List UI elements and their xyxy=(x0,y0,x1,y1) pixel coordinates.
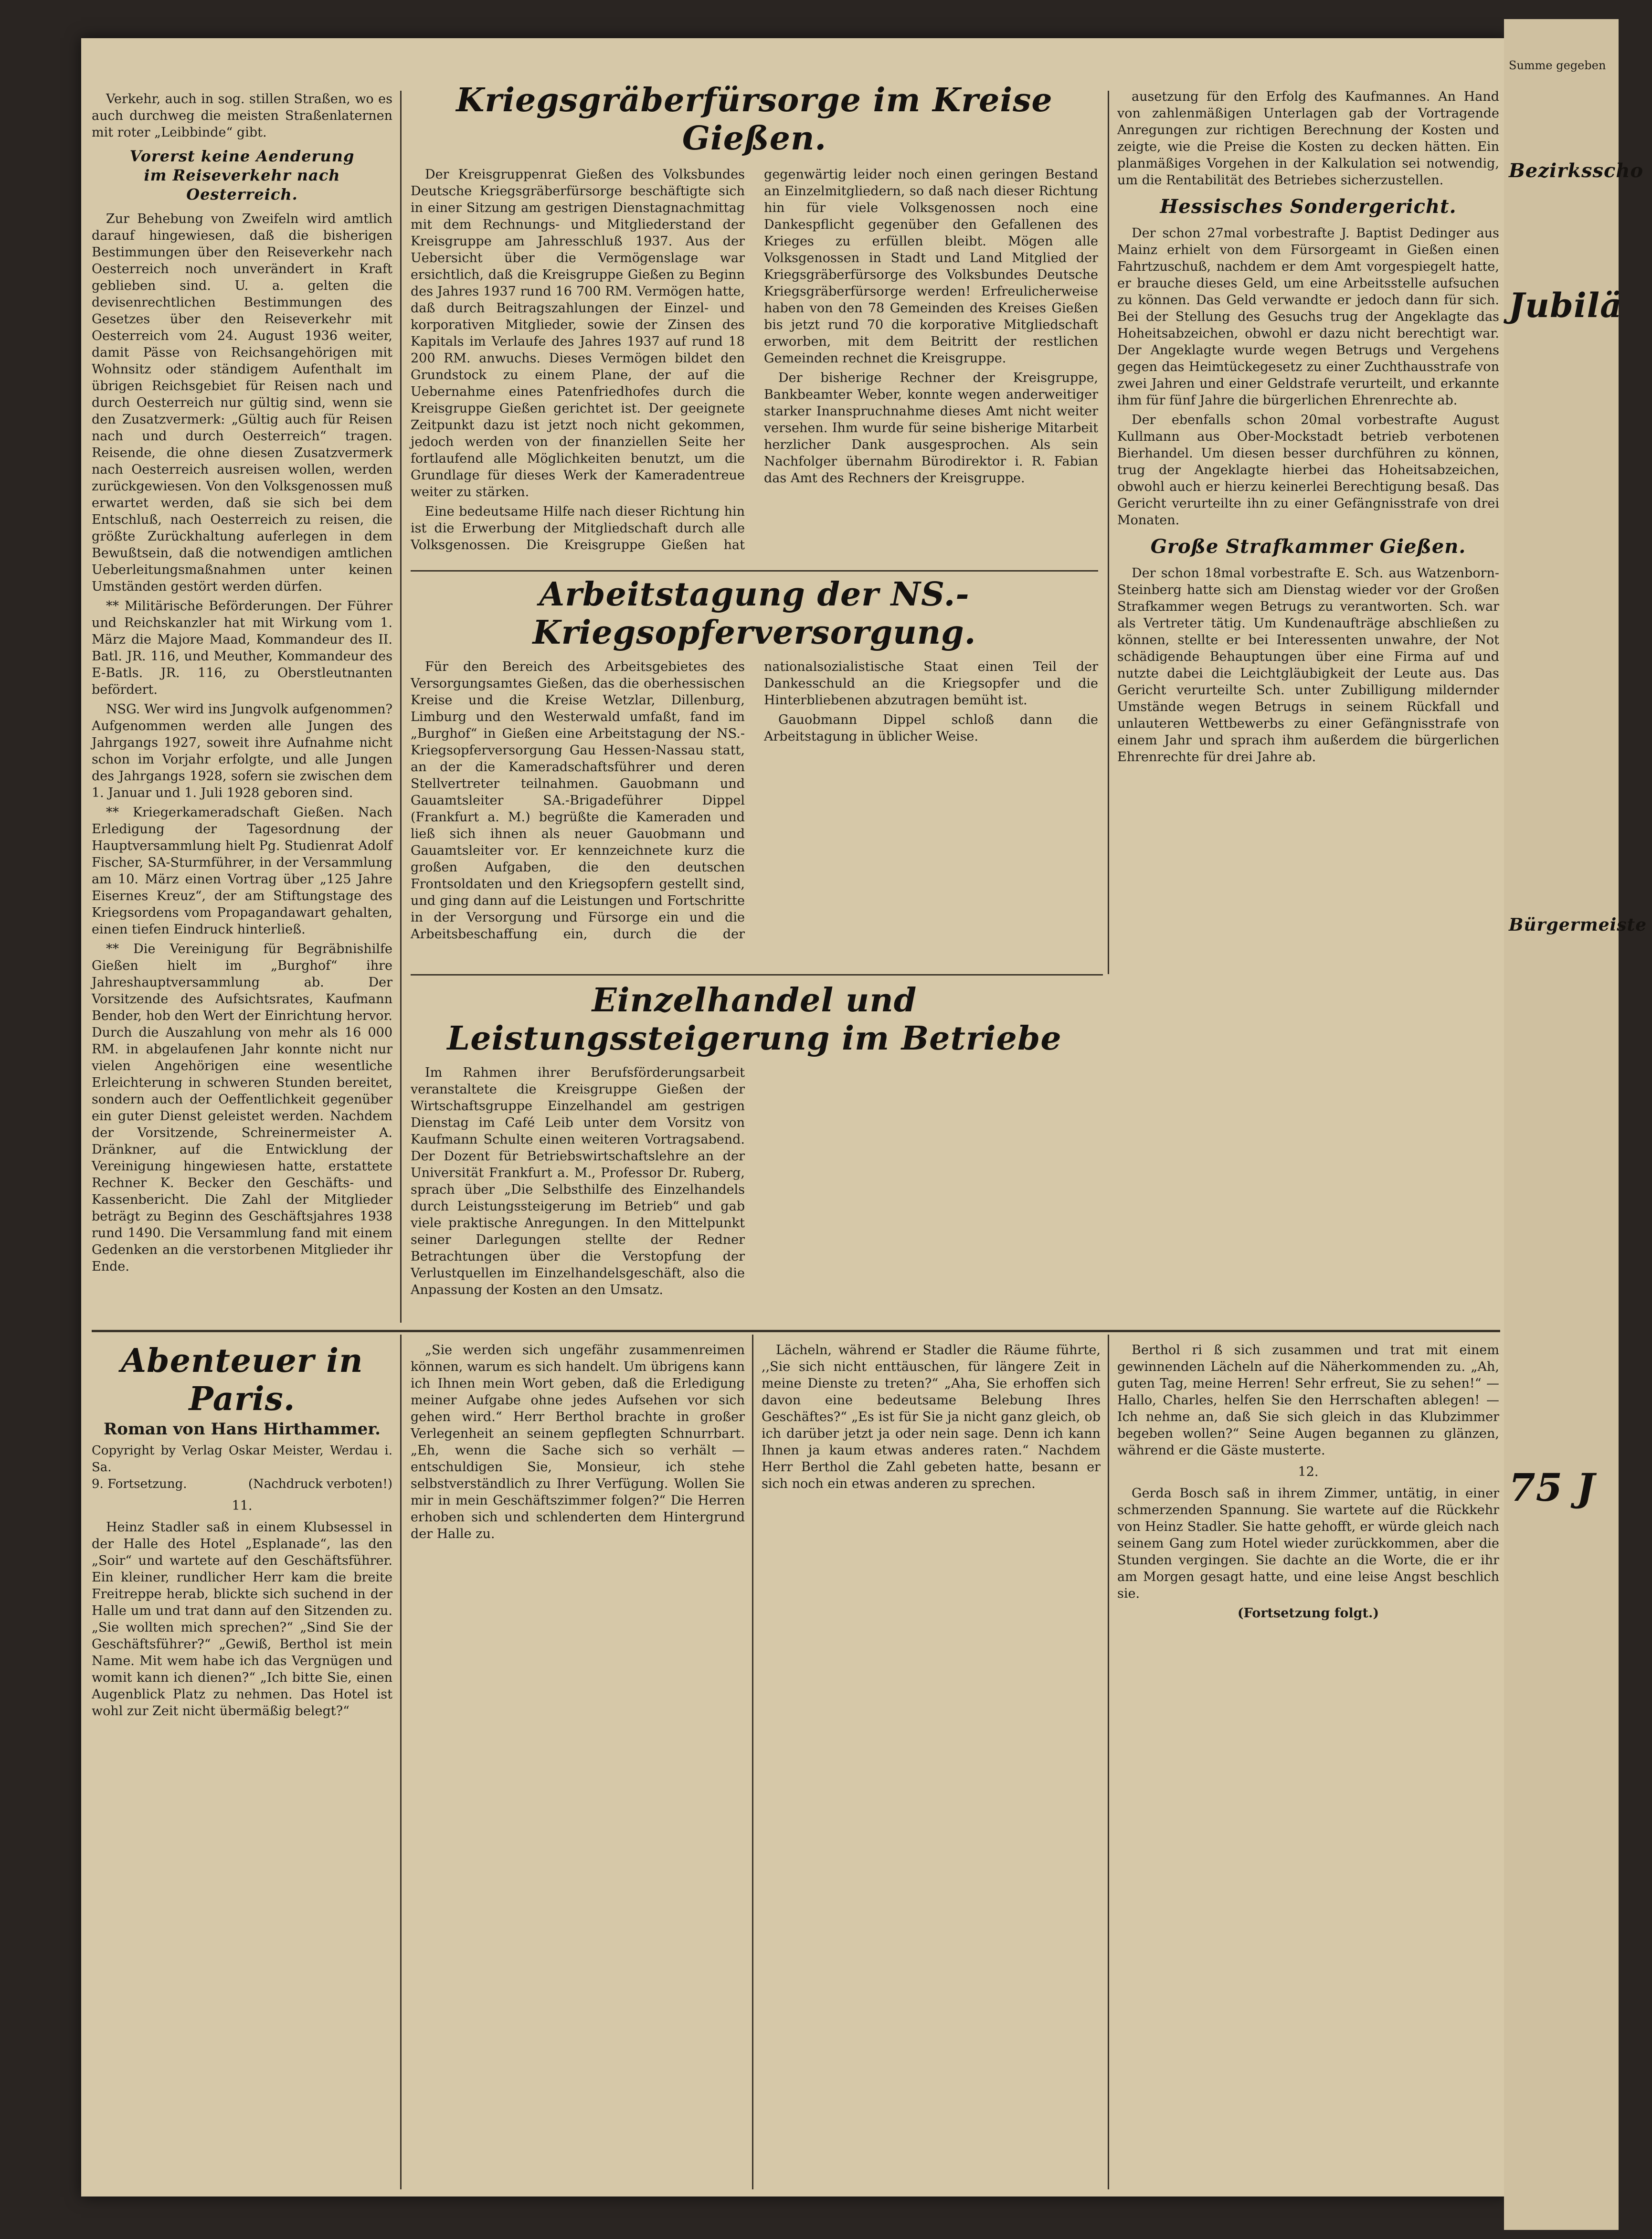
novel-continued-note: (Fortsetzung folgt.) xyxy=(1237,1606,1379,1621)
headline-einzelhandel: Einzelhandel und Leistungssteigerung im Betriebe xyxy=(447,981,1062,1058)
adjacent-page-strip xyxy=(1504,19,1647,2230)
novel-chapter: 11. xyxy=(232,1498,253,1513)
strip-heading: 75 J xyxy=(1509,1465,1596,1510)
col1-intro: Verkehr, auch in sog. stillen Straßen, wo es auch durchweg die meisten Straßenlaternen mit roter „Leibbinde“ gibt. xyxy=(92,92,392,140)
column-rule xyxy=(400,1335,402,2189)
col1-paragraph: Zur Behebung von Zweifeln wird amtlich darauf hingewiesen, daß die bisherigen Bestimmungen über den Reiseverkehr nach Oesterreich noch unverändert in Kraft geblieben sind. U. a. gelten die devisenrechtlichen Bestimmungen des Gesetzes über den Reiseverkehr mit Oesterreich vom 24. August 1936 weiter, damit Pässe von Reichsangehörigen mit Wohnsitz oder ständigem Aufenthalt im übrigen Reichsgebiet für Reisen nach und durch Oesterreich nur gültig sind, wenn sie den Zusatzvermerk: „Gültig auch für Reisen nach und durch Oesterreich“ tragen. Reisende, die ohne diesen Zusatzvermerk nach Oesterreich ausreisen wollen, werden zurückgewiesen. Von den Volksgenossen muß erwartet werden, daß sie sich bei dem Entschluß, nach Oesterreich zu reisen, die größte Zurückhaltung auferlegen in dem Bewußtsein, daß die notwendigen amtlichen Ueberleitungsmaßnahmen unter keinen Umständen gestört werden dürfen. xyxy=(92,212,392,594)
col1-paragraph: ** Kriegerkameradschaft Gießen. Nach Erledigung der Tagesordnung der Hauptversammlung hielt Pg. Studienrat Adolf Fischer, SA-Sturmführer, in der Versammlung am 10. März einen Vortrag über „125 Jahre Eisernes Kreuz“, der am Stiftungstage des Kriegsordens vom Propagandawart gehalten, einen tiefen Eindruck hinterließ. xyxy=(92,805,392,937)
col3-paragraph: Der schon 18mal vorbestrafte E. Sch. aus Watzenborn-Steinberg hatte sich am Dienstag wieder vor der Großen Strafkammer wegen Betrugs zu verantworten. Sch. war als Vertreter tätig. Um Kundenaufträge abschließen zu können, stellte er bei Interessenten unwahre, der Not schädigende Behauptungen über eine Firma auf und nutzte dabei die Leichtgläubigkeit der Leute aus. Das Gericht verurteilte Sch. unter Zubilligung mildernder Umstände wegen Betrugs in seinem Rückfall und unlauteren Wettbewerbs zu einer Gefängnisstrafe von einem Jahr und sprach ihm außerdem die bürgerlichen Ehrenrechte für drei Jahre ab. xyxy=(1117,566,1499,764)
novel-copyright: Copyright by Verlag Oskar Meister, Werdau i. Sa. xyxy=(92,1443,392,1475)
novel-paragraph: Berthol ri ß sich zusammen und trat mit einem gewinnenden Lächeln auf die Näherkommenden zu. „Ah, guten Tag, meine Herren! Sehr erfreut, Sie zu sehen!“ — Hallo, Charles, helfen Sie den Herrschaften ablegen! — Ich nehme an, daß Sie sich gleich in das Klubzimmer begeben wollen?“ Seine Augen begannen zu glänzen, während er die Gäste musterte. xyxy=(1117,1343,1499,1458)
col1-paragraph: ** Die Vereinigung für Begräbnishilfe Gießen hielt im „Burghof“ ihre Jahreshauptversammlung ab. Der Vorsitzende des Aufsichtsrates, Kaufmann Bender, hob den Wert der Einrichtung hervor. Durch die Auszahlung von mehr als 16 000 RM. in abgelaufenen Jahr konnte nicht nur vielen Angehörigen eine wesentliche Erleichterung in schweren Stunden bereitet, sondern auch der Oeffentlichkeit gegenüber ein guter Dienst geleistet werden. Nachdem der Vorsitzende, Schreinermeister A. Dränkner, auf die Entwicklung der Vereinigung hingewiesen hatte, erstattete Rechner K. Becker den Geschäfts- und Kassenbericht. Die Zahl der Mitglieder beträgt zu Beginn des Geschäftsjahres 1938 rund 1490. Die Versammlung fand mit einem Gedenken an die verstorbenen Mitglieder ihr Ende. xyxy=(92,942,392,1274)
novel-paragraph: Gerda Bosch saß in ihrem Zimmer, untätig, in einer schmerzenden Spannung. Sie wartete auf die Rückkehr von Heinz Stadler. Sie hatte gehofft, er würde gleich nach seinem Gang zum Hotel wieder zurückkommen, aber die Stunden vergingen. Sie dachte an die Worte, die er ihr am Morgen gesagt hatte, und eine leise Angst beschlich sie. xyxy=(1117,1486,1499,1601)
novel-chapter: 12. xyxy=(1298,1464,1319,1479)
column-3 xyxy=(1117,88,1499,1320)
col3-paragraph: Der schon 27mal vorbestrafte J. Baptist Dedinger aus Mainz erhielt von dem Fürsorgeamt in Gießen einen Fahrtzuschuß, nachdem er dem Amt vorgespiegelt hatte, er brauche dieses Geld, um eine Arbeitsstelle aufsuchen zu können. Das Geld verwandte er jedoch dann für sich. Bei der Stellung des Gesuchs trug der Angeklagte das Hoheitsabzeichen, obwohl er dazu nicht berechtigt war. Der Angeklagte wurde wegen Betrugs und Vergehens gegen das Heimtückegesetz zu einer Zuchthausstrafe von zwei Jahren und einer Geldstrafe verurteilt, und erkannte ihm für fünf Jahre die bürgerlichen Ehrenrechte ab. xyxy=(1117,226,1499,408)
novel-paragraph: Lächeln, während er Stadler die Räume führte, ,,Sie sich nicht enttäuschen, für längere Zeit in meine Dienste zu treten?“ „Aha, Sie erhoffen sich davon eine bedeutsame Belebung Ihres Geschäftes?“ „Es ist für Sie ja nicht ganz gleich, ob ich darüber jetzt ja oder nein sage. Denn ich kann Ihnen ja kaum etwas anderes raten.“ Nachdem Herr Berthol die Zahl gebeten hatte, besann er sich noch ein etwas anderen zu sprechen. xyxy=(762,1343,1101,1491)
column-rule xyxy=(752,1335,753,2189)
strip-heading: Bürgermeiste xyxy=(1509,915,1647,935)
col2-paragraph: Eine bedeutsame Hilfe nach dieser Richtung hin ist die Erwerbung der Mitgliedschaft durch alle Volksgenossen. Die Kreisgruppe Gießen hat gegenwärtig leider noch einen geringen Bestand an Einzelmitgliedern, so daß nach dieser Richtung hin für viele Volksgenossen noch eine Dankespflicht gegenüber den Gefallenen des Krieges zu erfüllen bleibt. Mögen alle Volksgenossen in Stadt und Land Mitglied der Kriegsgräberfürsorge des Volksbundes Deutsche Kriegsgräberfürsorge werden! Erfreulicherweise haben von den 78 Gemeinden des Kreises Gießen bis jetzt rund 70 die korporative Mitgliedschaft erworben, mit dem Beitritt der restlichen Gemeinden rechnet die Kreisgruppe. xyxy=(411,167,1098,552)
col2-paragraph: Der bisherige Rechner der Kreisgruppe, Bankbeamter Weber, konnte wegen anderweitiger starker Inanspruchnahme dieses Amt nicht weiter versehen. Ihm wurde für seine bisherige Mitarbeit herzlicher Dank ausgesprochen. Als sein Nachfolger übernahm Bürodirektor i. R. Fabian das Amt des Rechners der Kreisgruppe. xyxy=(764,371,1098,486)
col1-heading-1: Vorerst keine Aenderung xyxy=(129,147,355,165)
col2-paragraph: Gauobmann Dippel schloß dann die Arbeitstagung in üblicher Weise. xyxy=(764,712,1098,744)
column-2 xyxy=(411,81,1098,974)
column-rule xyxy=(400,91,402,1323)
strip-heading: Bezirksscho xyxy=(1509,159,1644,182)
novel-column-3 xyxy=(762,1342,1101,2182)
novel-paragraph: Heinz Stadler saß in einem Klubsessel in der Halle des Hotel „Esplanade“, las den „Soir“ und wartete auf den Geschäftsführer. Ein kleiner, rundlicher Herr kam die breite Freitreppe herab, blickte sich suchend in der Halle um und trat dann auf den Sitzenden zu. „Sie wollten mich sprechen?“ „Sind Sie der Geschäftsführer?“ „Gewiß, Berthol ist mein Name. Mit wem habe ich das Vergnügen und womit kann ich dienen?“ „Ich bitte Sie, einen Augenblick Platz zu nehmen. Das Hotel ist wohl zur Zeit nicht übermäßig belegt?“ xyxy=(92,1520,392,1719)
strip-heading: Jubilä xyxy=(1509,286,1622,325)
novel-top-rule xyxy=(92,1330,1500,1332)
col1-paragraph: NSG. Wer wird ins Jungvolk aufgenommen? Aufgenommen werden alle Jungen des Jahrgangs 1927, soweit ihre Aufnahme nicht schon im Vorjahr erfolgte, und alle Jungen des Jahrgangs 1928, sofern sie zwischen dem 1. Januar und 1. Juli 1928 geboren sind. xyxy=(92,702,392,800)
column-rule xyxy=(1108,91,1109,974)
novel-part: 9. Fortsetzung. xyxy=(92,1477,187,1491)
col2-paragraph: Für den Bereich des Arbeitsgebietes des Versorgungsamtes Gießen, das die oberhessischen Kreise und die Kreise Wetzlar, Dillenburg, Limburg und den Westerwald umfaßt, fand im „Burghof“ in Gießen eine Arbeitstagung der NS.-Kriegsopferversorgung Gau Hessen-Nassau statt, an der die Kameradschaftsführer und deren Stellvertreter teilnahmen. Gauobmann und Gauamtsleiter SA.-Brigadeführer Dippel (Frankfurt a. M.) begrüßte die Kameraden und ließ sich ihnen als neuer Gauobmann und Gauamtsleiter vor. Er kennzeichnete kurz die großen Aufgaben, die den deutschen Frontsoldaten und den Kriegsopfern gestellt sind, und ging dann auf die Leistungen und Fortschritte in der Versorgung und Fürsorge ein und die Arbeitsbeschaffung ein, durch die der nationalsozialistische Staat einen Teil der Dankesschuld an die Kriegsopfer und die Hinterbliebenen abzutragen bemüht ist. xyxy=(411,659,1098,942)
novel-title: Abenteuer in Paris. xyxy=(121,1342,363,1418)
col3-paragraph: ausetzung für den Erfolg des Kaufmannes. An Hand von zahlenmäßigen Unterlagen gab der Vortragende Anregungen zur richtigen Berechnung der Kosten und zeigte, wie die Preise die Kosten zu decken hätten. Ein planmäßiges Vorgehen in der Kalkulation sei notwendig, um die Rentabilität des Betriebes sicherzustellen. xyxy=(1117,89,1499,188)
novel-subtitle: Roman von Hans Hirthammer. xyxy=(104,1420,381,1439)
novel-reprint-note: (Nachdruck verboten!) xyxy=(248,1477,392,1491)
col1-heading-2: im Reiseverkehr nach Oesterreich. xyxy=(144,166,340,203)
strip-text: Summe gegeben xyxy=(1509,59,1606,72)
novel-column-4 xyxy=(1117,1342,1499,2182)
newspaper-page xyxy=(81,38,1509,2197)
novel-column-1 xyxy=(92,1342,392,2182)
heading-sondergericht: Hessisches Sondergericht. xyxy=(1160,195,1457,218)
col2-paragraph: Der Kreisgruppenrat Gießen des Volksbundes Deutsche Kriegsgräberfürsorge beschäftigte sich in einer Sitzung am gestrigen Dienstagnachmittag mit dem Rechnungs- und Mitgliederstand der Kreisgruppe am Jahresschluß 1937. Aus der Uebersicht über die Vermögenslage war ersichtlich, daß die Kreisgruppe Gießen zu Beginn des Jahres 1937 rund 16 700 RM. Vermögen hatte, daß durch Beitragszahlungen der Einzel- und korporativen Mitglieder, sowie der Zinsen des Kapitals im Verlaufe des Jahres 1937 auf rund 18 200 RM. anwuchs. Dieses Vermögen bildet den Grundstock zu einem Plane, der auf die Uebernahme eines Patenfriedhofes durch die Kreisgruppe Gießen gerichtet ist. Der geeignete Zeitpunkt dazu ist jetzt noch nicht gekommen, jedoch werden von der finanziellen Seite her fortlaufend alle Möglichkeiten benutzt, um die Grundlage für dieses Werk der Kameradentreue weiter zu stärken. xyxy=(411,167,745,499)
col2-paragraph: Im Rahmen ihrer Berufsförderungsarbeit veranstaltete die Kreisgruppe Gießen der Wirtschaftsgruppe Einzelhandel am gestrigen Dienstag im Café Leib unter dem Vorsitz von Kaufmann Schulte einen weiteren Vortragsabend. Der Dozent für Betriebswirtschaftslehre an der Universität Frankfurt a. M., Professor Dr. Ruberg, sprach über „Die Selbsthilfe des Einzelhandels durch Leistungssteigerung im Betrieb“ und gab viele praktische Anregungen. In den Mittelpunkt seiner Darlegungen stellte der Redner Betrachtungen über die Verstopfung der Verlustquellen im Einzelhandelsgeschäft, also die Anpassung der Kosten an den Umsatz. xyxy=(411,1065,745,1297)
headline-arbeitstagung: Arbeitstagung der NS.-Kriegsopferversorgung. xyxy=(532,575,976,652)
headline-kriegsgraeber: Kriegsgräberfürsorge im Kreise Gießen. xyxy=(456,81,1053,158)
column-1 xyxy=(92,91,392,1284)
heading-strafkammer: Große Strafkammer Gießen. xyxy=(1150,535,1466,558)
einzelhandel-section xyxy=(411,981,1098,1320)
section-rule xyxy=(411,570,1098,572)
section-rule xyxy=(411,974,1103,976)
col3-paragraph: Der ebenfalls schon 20mal vorbestrafte August Kullmann aus Ober-Mockstadt betrieb verbotenen Bierhandel. Um diesen besser durchführen zu können, trug der Angeklagte hierbei das Hoheitsabzeichen, obwohl auch er hierzu keinerlei Berechtigung besaß. Das Gericht verurteilte ihn zu einer Gefängnisstrafe von drei Monaten. xyxy=(1117,413,1499,528)
col1-paragraph: ** Militärische Beförderungen. Der Führer und Reichskanzler hat mit Wirkung vom 1. März die Majore Maad, Kommandeur des II. Batl. JR. 116, und Meuther, Kommandeur des E-Batls. JR. 116, zu Oberstleutnanten befördert. xyxy=(92,599,392,697)
column-rule xyxy=(1108,1335,1109,2189)
novel-column-2 xyxy=(411,1342,745,2182)
novel-paragraph: „Sie werden sich ungefähr zusammenreimen können, warum es sich handelt. Um übrigens kann ich Ihnen mein Wort geben, daß die Erledigung meiner Aufgabe ohne jedes Aufsehen vor sich gehen wird.“ Herr Berthol brachte in großer Verlegenheit an seinem gepflegten Schnurrbart. „Eh, wenn die Sache sich so verhält — entschuldigen Sie, Monsieur, ich stehe selbstverständlich zu Ihrer Verfügung. Wollen Sie mir in mein Geschäftszimmer folgen?“ Die Herren erhoben sich und schlenderten dem Hintergrund der Halle zu. xyxy=(411,1343,745,1541)
